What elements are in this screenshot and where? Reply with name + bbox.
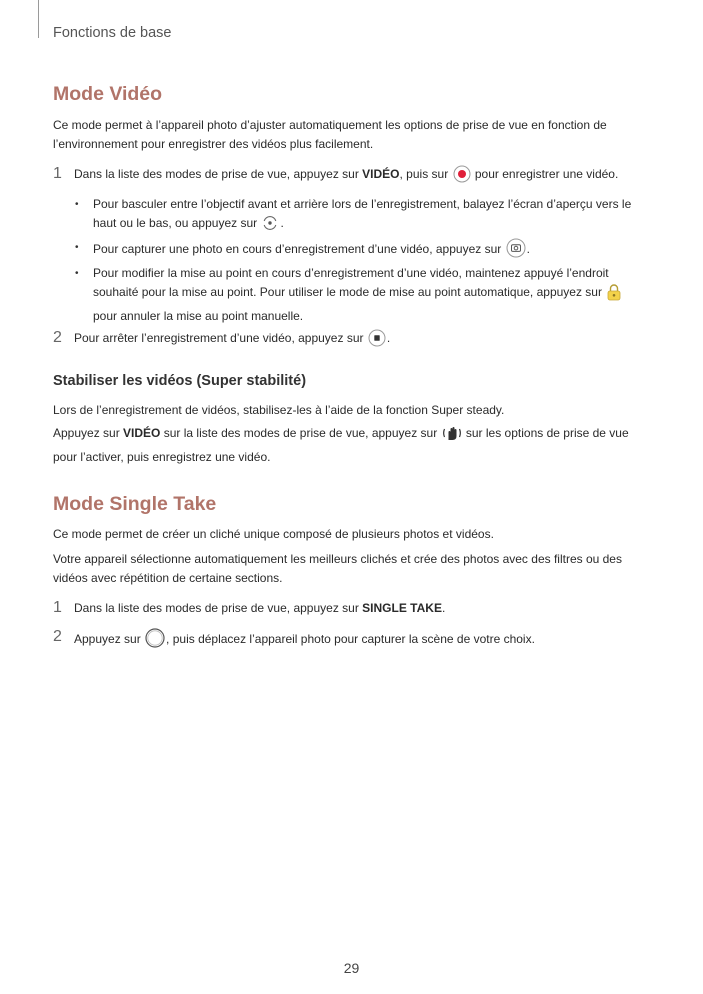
section-title-video-mode: Mode Vidéo xyxy=(53,83,163,105)
list-item: • Pour basculer entre l’objectif avant et arrière lors de l’enregistrement, balayez l’écran d’aperçu vers le haut ou le bas, ou appuyez sur . xyxy=(93,195,645,238)
step-number: 1 xyxy=(53,165,62,182)
capture-photo-icon xyxy=(506,238,526,264)
switch-camera-icon xyxy=(261,214,279,238)
record-button-icon xyxy=(453,165,471,189)
step-number: 2 xyxy=(53,628,62,645)
header-rule xyxy=(38,0,39,38)
stab-paragraph-1: Lors de l’enregistrement de vidéos, stabilisez-les à l’aide de la fonction Super steady. xyxy=(53,403,505,417)
step-number: 1 xyxy=(53,599,62,616)
header-title: Fonctions de base xyxy=(53,25,172,41)
list-item: • Pour capturer une photo en cours d’enregistrement d’une vidéo, appuyez sur . xyxy=(93,238,645,264)
single-step-2: 2 Appuyez sur , puis déplacez l’appareil photo pour capturer la scène de votre choix. xyxy=(53,628,645,654)
single-paragraph-1: Ce mode permet de créer un cliché unique composé de plusieurs photos et vidéos. xyxy=(53,527,494,541)
page-content xyxy=(53,82,645,654)
stop-record-icon xyxy=(368,329,386,353)
focus-lock-icon xyxy=(606,283,622,307)
video-tips-list xyxy=(53,195,645,326)
list-item: • Pour modifier la mise au point en cours d’enregistrement d’une vidéo, maintenez appuyé l’endroit souhaité pour la mise au point. Pour utiliser le mode de mise au point automatique, appuyez sur pour annuler la mise au point manuelle. xyxy=(93,264,645,326)
page-number: 29 xyxy=(343,960,360,976)
video-step-2: 2 Pour arrêter l’enregistrement d’une vidéo, appuyez sur . xyxy=(53,329,645,353)
single-step-1: 1 Dans la liste des modes de prise de vue, appuyez sur SINGLE TAKE. xyxy=(53,599,446,616)
video-intro: Ce mode permet à l’appareil photo d’ajuster automatiquement les options de prise de vue en fonction de l’environnement pour enregistrer des vidéos plus facilement. xyxy=(53,118,607,151)
subsection-title-super-steady: Stabiliser les vidéos (Super stabilité) xyxy=(53,373,307,389)
section-title-single-take: Mode Single Take xyxy=(53,493,217,515)
single-paragraph-2: Votre appareil sélectionne automatiquement les meilleurs clichés et crée des photos avec des filtres ou des vidéos avec répétition de certaine sections. xyxy=(53,552,622,585)
video-step-1: 1 Dans la liste des modes de prise de vue, appuyez sur VIDÉO, puis sur pour enregistrer une vidéo. xyxy=(53,165,645,189)
shutter-button-icon xyxy=(145,628,165,654)
super-steady-hand-icon xyxy=(442,424,462,448)
step-number: 2 xyxy=(53,329,62,346)
stab-paragraph-2: Appuyez sur VIDÉO sur la liste des modes de prise de vue, appuyez sur sur les options de prise de vue pour l’activer, puis enregistrez une vidéo. xyxy=(53,426,629,464)
